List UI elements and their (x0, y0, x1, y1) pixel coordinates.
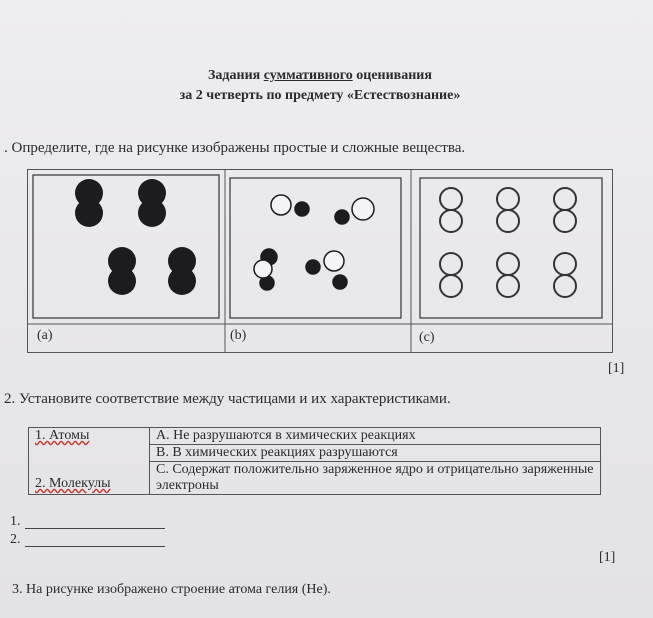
question-2-mark: [1] (599, 550, 616, 565)
label-a: (a) (37, 328, 53, 343)
panel-c-molecules (440, 188, 576, 297)
characteristic-a: А. Не разрушаются в химических реакциях (150, 428, 601, 445)
panel-a-molecules (75, 179, 196, 295)
molecule-figure (27, 169, 613, 353)
panel-b-molecules (254, 195, 374, 290)
characteristic-c: С. Содержат положительно заряженное ядро и отрицательно заряженные электроны (150, 462, 601, 495)
matching-table (28, 427, 601, 495)
worksheet-title: Задания суммативного оценивания (208, 68, 432, 83)
worksheet-subtitle: за 2 четверть по предмету «Естествознание» (179, 88, 461, 103)
answer-1-label: 1. (10, 514, 21, 529)
label-b: (b) (230, 328, 247, 343)
answer-2-label: 2. (10, 532, 21, 547)
question-1-text: . Определите, где на рисунке изображены простые и сложные вещества. (4, 140, 466, 156)
characteristic-b: В. В химических реакциях разрушаются (150, 445, 601, 462)
answer-2-line[interactable] (25, 546, 165, 547)
particles-cell (29, 428, 150, 495)
question-1-mark: [1] (608, 361, 625, 376)
answer-1-line[interactable] (25, 528, 165, 529)
particle-molecules: 2. Молекулы (35, 476, 111, 491)
question-3-text: 3. На рисунке изображено строение атома гелия (Не). (12, 582, 331, 597)
question-2-text: 2. Установите соответствие между частицами и их характеристиками. (4, 391, 451, 407)
label-c: (c) (419, 330, 435, 345)
particle-atoms: 1. Атомы (35, 428, 90, 443)
